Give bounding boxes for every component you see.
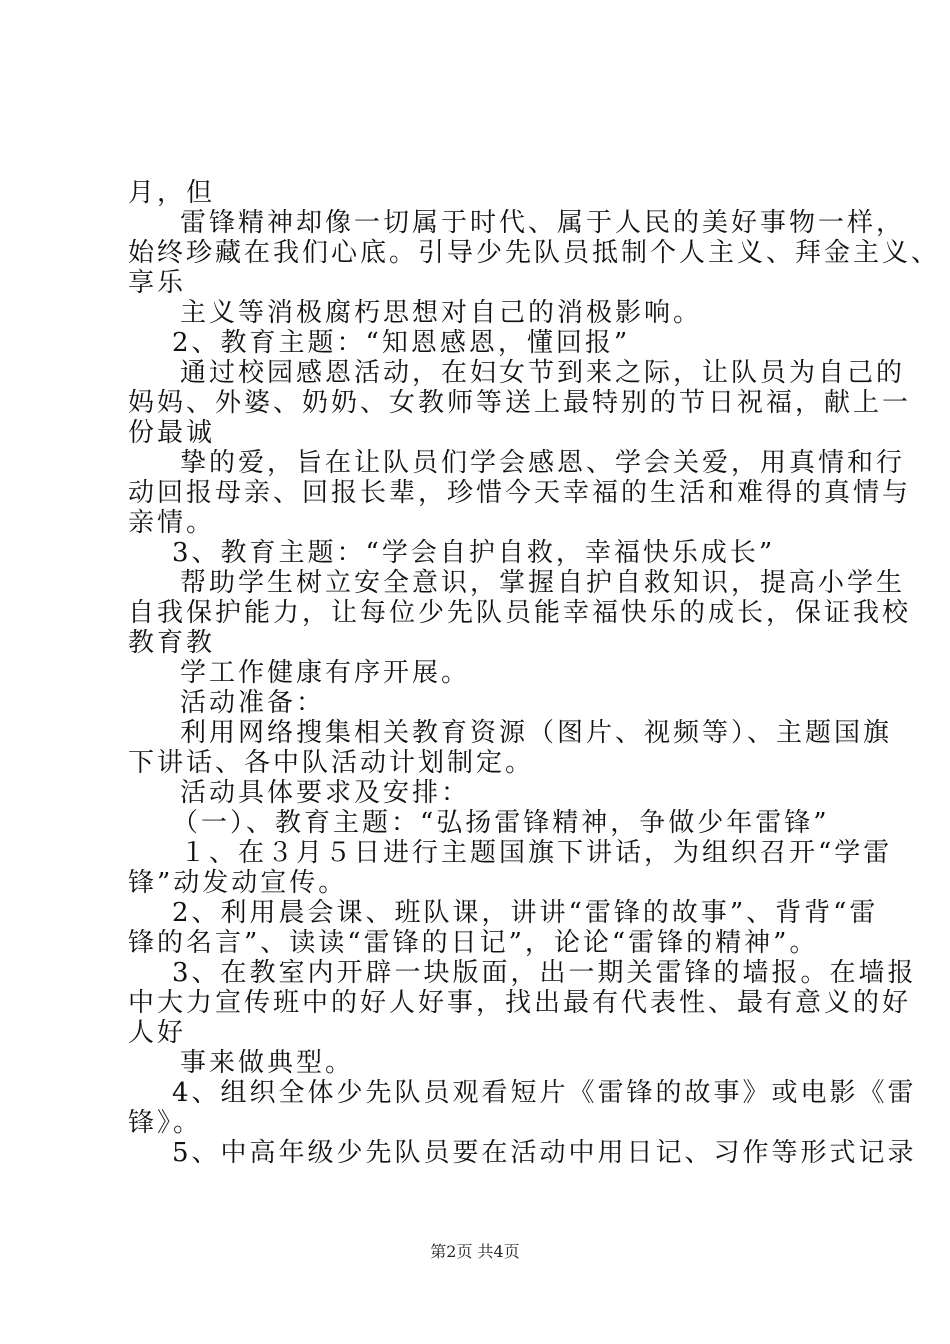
text-line: 3、在教室内开辟一块版面，出一期关雷锋的墙报。在墙报 [172, 958, 917, 988]
text-line: 教育教 [128, 628, 216, 658]
section-heading: 2、教育主题：“知恩感恩，懂回报” [172, 328, 631, 358]
text-line: 动回报母亲、回报长辈，珍惜今天幸福的生活和难得的真情与 [128, 478, 912, 508]
text-line: 帮助学生树立安全意识，掌握自护自救知识，提高小学生 [180, 568, 906, 598]
text-line: 4、组织全体少先队员观看短片《雷锋的故事》或电影《雷 [172, 1078, 917, 1108]
text-line: 享乐 [128, 268, 187, 298]
text-line: 2、利用晨会课、班队课，讲讲“雷锋的故事”、背背“雷 [172, 898, 879, 928]
text-line: 锋》。 [128, 1108, 203, 1138]
section-heading: 活动具体要求及安排： [180, 778, 471, 808]
text-line: 下讲话、各中队活动计划制定。 [128, 748, 535, 778]
section-heading: 3、教育主题：“学会自护自救，幸福快乐成长” [172, 538, 776, 568]
text-line: 始终珍藏在我们心底。引导少先队员抵制个人主义、拜金主义、 [128, 238, 941, 268]
section-heading: （一）、教育主题：“弘扬雷锋精神，争做少年雷锋” [172, 808, 830, 838]
text-line: 人好 [128, 1018, 187, 1048]
text-line: 通过校园感恩活动，在妇女节到来之际，让队员为自己的 [180, 358, 906, 388]
text-line: 主义等消极腐朽思想对自己的消极影响。 [180, 298, 703, 328]
text-line: 事来做典型。 [180, 1048, 355, 1078]
text-line: 锋的名言”、读读“雷锋的日记”，论论“雷锋的精神”。 [128, 928, 819, 958]
text-line: 锋”动发动宣传。 [128, 868, 348, 898]
text-line: 5、中高年级少先队员要在活动中用日记、习作等形式记录 [172, 1138, 917, 1168]
text-line: 雷锋精神却像一切属于时代、属于人民的美好事物一样， [180, 208, 906, 238]
text-line: 学工作健康有序开展。 [180, 658, 471, 688]
text-line: 利用网络搜集相关教育资源（图片、视频等）、主题国旗 [180, 718, 893, 748]
text-line: 妈妈、外婆、奶奶、女教师等送上最特别的节日祝福，献上一 [128, 388, 912, 418]
text-line: 月，但 [128, 178, 216, 208]
text-line: 份最诚 [128, 418, 216, 448]
section-heading: 活动准备： [180, 688, 326, 718]
page-number-footer: 第2页 共4页 [430, 1242, 520, 1261]
text-line: 中大力宣传班中的好人好事，找出最有代表性、最有意义的好 [128, 988, 912, 1018]
text-line: 挚的爱，旨在让队员们学会感恩、学会关爱，用真情和行 [180, 448, 906, 478]
text-line: 自我保护能力，让每位少先队员能幸福快乐的成长，保证我校 [128, 598, 912, 628]
text-line: １、在３月５日进行主题国旗下讲话，为组织召开“学雷 [180, 838, 893, 868]
text-line: 亲情。 [128, 508, 216, 538]
